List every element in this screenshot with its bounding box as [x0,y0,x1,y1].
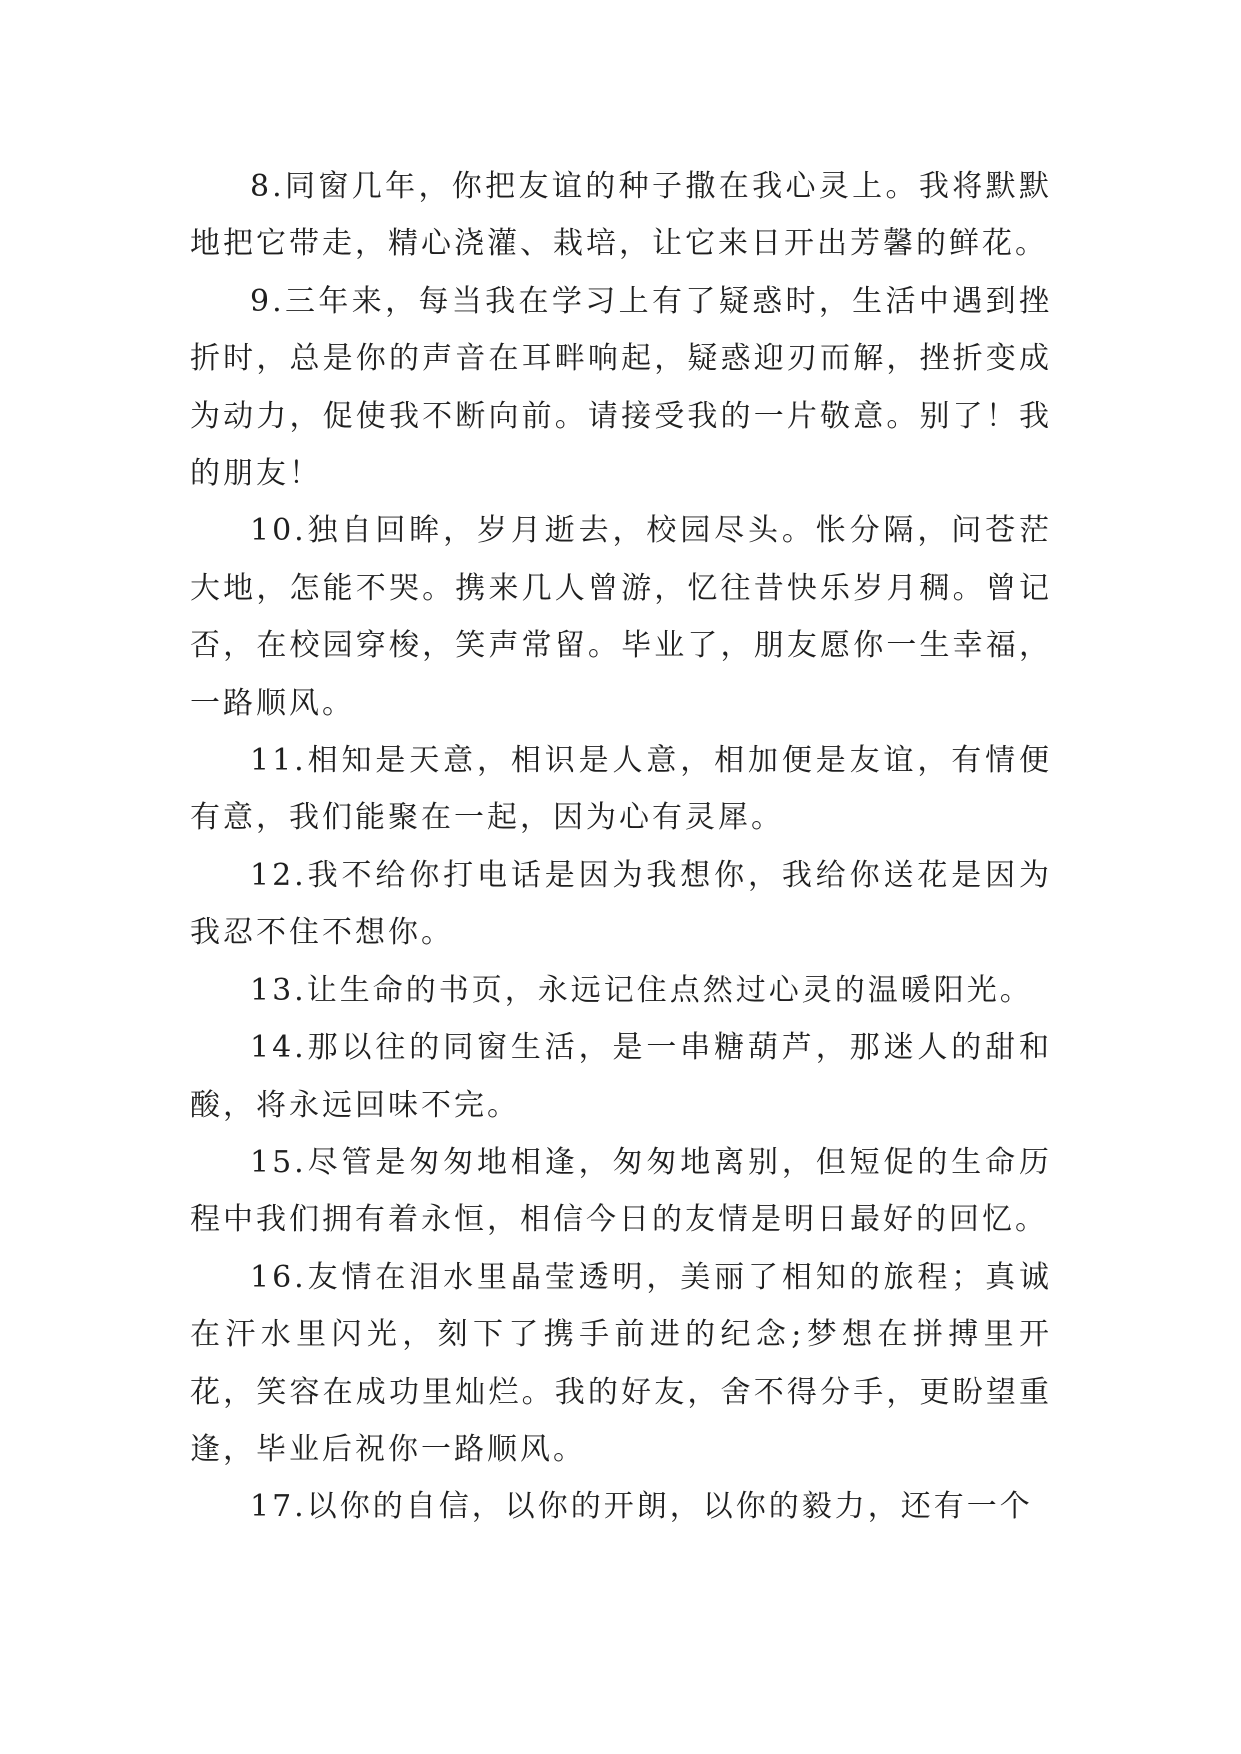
paragraph-10: 10.独自回眸，岁月逝去，校园尽头。怅分隔，问苍茫大地，怎能不哭。携来几人曾游，忆往昔快乐岁月稠。曾记否，在校园穿梭，笑声常留。毕业了，朋友愿你一生幸福，一路顺风。 [190,513,1052,721]
paragraph-14: 14.那以往的同窗生活，是一串糖葫芦，那迷人的甜和酸，将永远回味不完。 [190,1030,1052,1123]
paragraph-16: 16.友情在泪水里晶莹透明，美丽了相知的旅程；真诚在汗水里闪光，刻下了携手前进的纪念;梦想在拼搏里开花，笑容在成功里灿烂。我的好友，舍不得分手，更盼望重逢，毕业后祝你一路顺风。 [190,1259,1052,1467]
paragraph-9: 9.三年来，每当我在学习上有了疑惑时，生活中遇到挫折时，总是你的声音在耳畔响起，疑惑迎刃而解，挫折变成为动力，促使我不断向前。请接受我的一片敬意。别了！我的朋友！ [190,283,1052,492]
paragraph-11: 11.相知是天意，相识是人意，相加便是友谊，有情便有意，我们能聚在一起，因为心有灵犀。 [190,743,1052,836]
paragraph-15: 15.尽管是匆匆地相逢，匆匆地离别，但短促的生命历程中我们拥有着永恒，相信今日的友情是明日最好的回忆。 [190,1144,1052,1238]
paragraph-12: 12.我不给你打电话是因为我想你，我给你送花是因为我忍不住不想你。 [190,857,1052,951]
paragraph-13: 13.让生命的书页，永远记住点然过心灵的温暖阳光。 [250,972,1033,1008]
document-body [190,158,1052,1536]
paragraph-17: 17.以你的自信，以你的开朗，以你的毅力，还有一个 [250,1489,1033,1525]
paragraph-8: 8.同窗几年，你把友谊的种子撒在我心灵上。我将默默地把它带走，精心浇灌、栽培，让它来日开出芳馨的鲜花。 [190,169,1052,262]
